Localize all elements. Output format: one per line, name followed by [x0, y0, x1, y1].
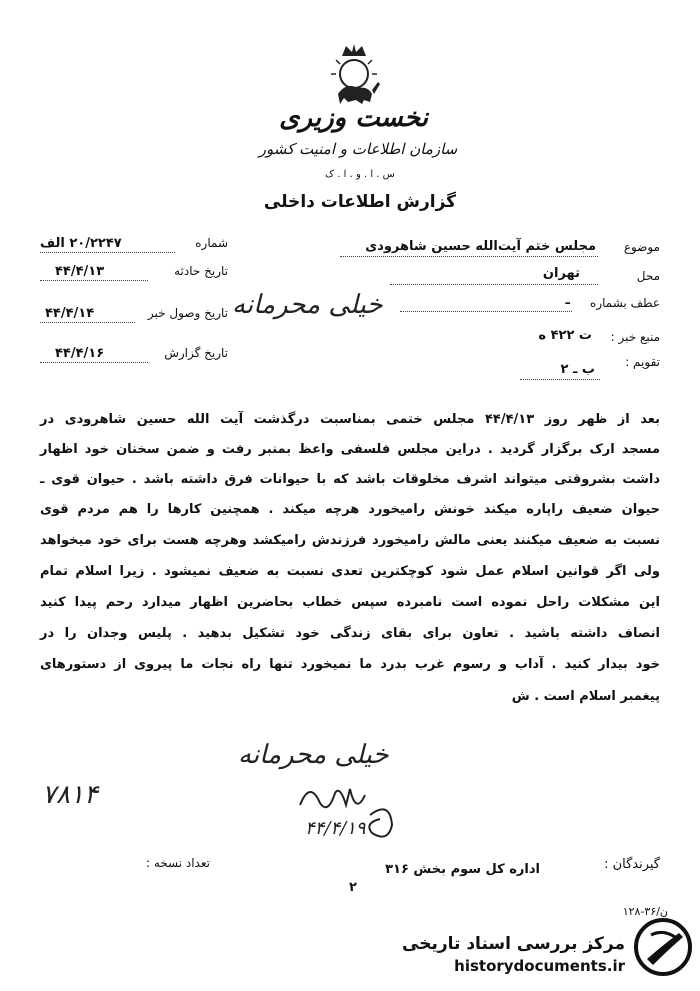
subject-value: مجلس ختم آیت‌الله حسین شاهرودی [365, 239, 596, 254]
report-date-value: ۴۴/۴/۱۶ [55, 346, 105, 361]
place-label: محل [636, 269, 660, 283]
received-date-value: ۴۴/۴/۱۴ [45, 306, 95, 321]
archive-name: مرکز بررسی اسناد تاریخی [402, 934, 625, 954]
body-line: این مشکلات راحل نموده است نامبرده سپس خطاب بحاضرین اظهار میدارد رحم پیدا کنید [40, 595, 660, 610]
reference-dotted-line [400, 311, 572, 312]
body-line: مسجد ارک برگزار گردید . دراین مجلس فلسفی واعظ بمنبر رفت و ضمن سخنان خود اظهار [40, 442, 660, 457]
archive-logo-icon [633, 915, 693, 979]
body-line: نسبت به ضعیف میکنند یعنی مالش رامیخورد فرزندش رامیکشد وهرچه هست برای خود میخواهد [40, 533, 660, 548]
place-dotted-line [390, 284, 598, 285]
body-line: بعد از ظهر روز ۴۴/۴/۱۳ مجلس ختمی بمناسبت درگذشت آیت الله حسین شاهرودی در [40, 412, 661, 427]
number-label: شماره [195, 236, 228, 250]
copies-label: تعداد نسخه : [145, 856, 210, 870]
form-code: ۱۲۸-۳۶/ن [622, 905, 668, 918]
organization-name: نخست وزیری [279, 103, 428, 133]
place-value: تهران [542, 266, 580, 281]
body-line: انصاف داشته باشید . تعاون برای بقای زندگی خود تشکیل بدهید . پلیس وجدان را در [40, 626, 660, 641]
organization-code: س . ا . و . ا . ک [325, 169, 395, 180]
recipients-label: گیرندگان : [604, 857, 660, 872]
body-line: خود بیدار کنید . آداب و رسوم غرب بدرد ما نمیخورد تنها راه نجات ما پیروی از دستورهای [40, 657, 660, 672]
received-date-label: تاریخ وصول خبر [147, 306, 228, 320]
classification-handwriting-bottom: خیلی محرمانه [238, 740, 389, 770]
event-date-value: ۴۴/۴/۱۳ [55, 264, 105, 279]
reference-label: عطف بشماره [590, 296, 660, 310]
subject-dotted-line [340, 256, 598, 257]
calendar-label: تقویم : [625, 355, 660, 369]
source-value: ت ۴۲۲ ه [538, 328, 592, 343]
number-dotted-line [40, 252, 175, 253]
calendar-dotted-line [520, 379, 600, 380]
reference-value: ـ [565, 293, 570, 308]
body-line: داشت بشروقتی میتواند اشرف مخلوقات باشد که با حیوانات فرق داشته باشد . حیوان قوی ـ [40, 472, 660, 487]
event-date-label: تاریخ حادثه [174, 264, 228, 278]
archive-url[interactable]: historydocuments.ir [454, 957, 625, 975]
organization-subtitle: سازمان اطلاعات و امنیت کشور [258, 140, 458, 158]
report-title: گزارش اطلاعات داخلی [263, 192, 457, 212]
event-date-dotted-line [40, 280, 148, 281]
body-line: ولی اگر قوانین اسلام عمل شود کوچکترین تعدی نسبت به ضعیف نمیشود . زیرا اسلام تمام [40, 564, 660, 579]
handwritten-file-number: ۷۸۱۴ [42, 780, 98, 810]
signature-date: ۴۴/۴/۱۹ [305, 818, 366, 839]
report-date-label: تاریخ گزارش [164, 346, 228, 360]
body-line-last: پیغمبر اسلام است . ش [511, 689, 660, 704]
report-date-dotted-line [40, 362, 148, 363]
subject-label: موضوع [623, 240, 660, 254]
recipients-value: اداره کل سوم بخش ۳۱۶ [385, 862, 540, 877]
number-value: ۲۰/۲۲۴۷ الف [40, 236, 122, 251]
classification-handwriting: خیلی محرمانه [232, 290, 383, 320]
body-line: حیوان ضعیف راپاره میکند خونش رامیخورد هرچه میکند . همچنین کارها را هم مردم قوی [40, 502, 660, 517]
source-label: منبع خبر : [610, 330, 660, 344]
lion-and-sun-emblem-icon [322, 42, 386, 112]
received-date-dotted-line [40, 322, 135, 323]
page-number: ۲ [349, 880, 357, 895]
calendar-value: ب ـ ۲ [560, 362, 595, 377]
